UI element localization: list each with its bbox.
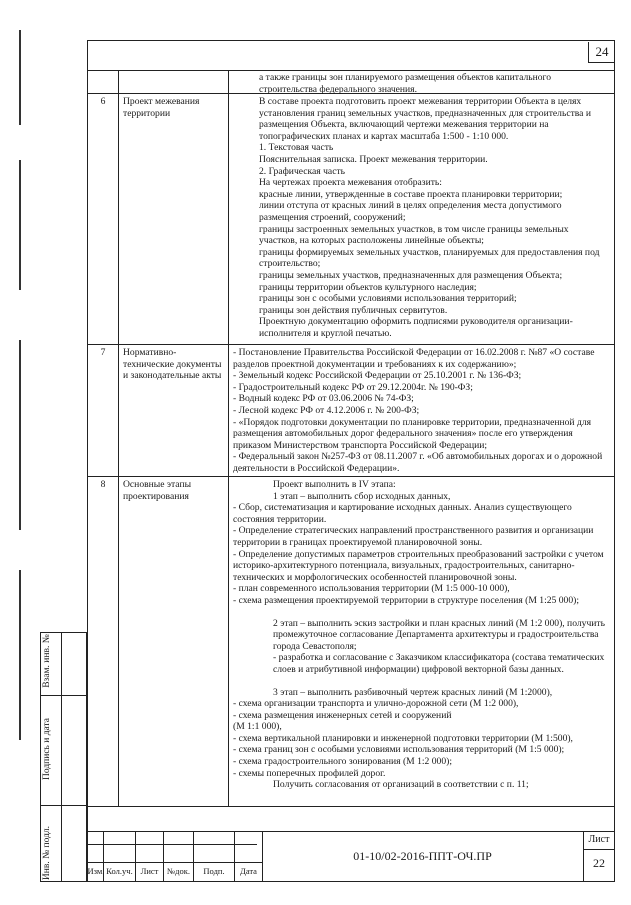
- row7-line: - Федеральный закон №257-ФЗ от 08.11.2007 г. «Об автомобильных дорогах и о дорожной деятельности в Российской Федерации».: [233, 451, 603, 474]
- inv-podl-label: Инв. № подл.: [42, 825, 52, 881]
- doc-code: 01-10/02-2016-ППТ-ОЧ.ПР: [353, 849, 492, 863]
- row8-line: Получить согласования от организаций в соответствии с п. 11;: [273, 779, 529, 791]
- row6-line: 2. Графическая часть: [259, 165, 346, 177]
- row8-gap: [233, 676, 605, 687]
- row6-line: В составе проекта подготовить проект межевания территории Объекта в целях установления границ земельных участков, предназначенных для строительства и размещения Объекта, включающий чертежи межевания территории на топографических планах и картах масштаба 1:500 - 1:10 000.: [259, 96, 591, 142]
- row6-line: линии отступа от красных линий в целях определения места допустимого размещения строений, сооружений;: [259, 200, 562, 223]
- stamp-col-list: Лист: [140, 866, 159, 876]
- vzam-inv-label: Взам. инв. №: [42, 634, 52, 688]
- row6-line: красные линии, утвержденные в составе проекта планировки территории;: [259, 188, 563, 200]
- row7-line: - Водный кодекс РФ от 03.06.2006 № 74-ФЗ;: [233, 393, 414, 405]
- stamp-col-izm: Изм.: [87, 866, 105, 876]
- row6-line: границы территории объектов культурного наследия;: [259, 281, 477, 293]
- row-title: Основные этапы проектирования: [123, 479, 192, 502]
- binding-mark-4: [19, 570, 21, 740]
- row6-line: границы земельных участков, предназначенных для размещения Объекта;: [259, 269, 563, 281]
- row8-line: - схема размещения проектируемой территории в структуре поселения (М 1:25 000);: [233, 594, 580, 606]
- row7-line: - Земельный кодекс Российской Федерации от 25.10.2001 г. № 136-ФЗ;: [233, 370, 522, 382]
- row8-line: - схема градостроительного зонирования (М 1:2 000);: [233, 756, 453, 768]
- table-row: [233, 347, 605, 475]
- row6-line: На чертежах проекта межевания отобразить:: [259, 177, 442, 189]
- row8-line: - схемы поперечных профилей дорог.: [233, 767, 386, 779]
- row8-gap: [233, 607, 605, 618]
- row8-line: - план современного использования территории (М 1:5 000-10 000),: [233, 583, 510, 595]
- row8-line: - Сбор, систематизация и картирование исходных данных. Анализ существующего состояния территории.: [233, 502, 572, 525]
- stamp-col-podp: Подп.: [203, 866, 225, 876]
- table-row: [233, 479, 605, 791]
- page-number-box: [588, 42, 615, 63]
- row7-line: - Постановление Правительства Российской Федерации от 16.02.2008 г. №87 «О составе разделов проектной документации и требованиях к их содержанию»;: [233, 347, 595, 370]
- row7-line: - «Порядок подготовки документации по планировке территории, предназначенной для размещения автомобильных дорог федерального значения» после его утверждения приказом Министерством транспорта Российской Федерации;: [233, 416, 592, 451]
- row8-line: - схема организации транспорта и улично-дорожной сети (М 1:2 000),: [233, 698, 519, 710]
- row7-line: - Лесной кодекс РФ от 4.12.2006 г. № 200-ФЗ;: [233, 404, 420, 416]
- binding-mark-1: [19, 30, 21, 125]
- row8-line: - разработка и согласование с Заказчиком классификатора (состава тематических слоев и атрибутивной информации) цифровой векторной базы данных.: [273, 652, 605, 675]
- row8-line: 2 этап – выполнить эскиз застройки и план красных линий (М 1:2 000), получить промежуточное согласование Департамента архитектуры и градостроительства города Севастополя;: [273, 617, 605, 652]
- row6-line: границы формируемых земельных участков, планируемых для предоставления под строительство;: [259, 246, 600, 270]
- stamp-col-kol: Кол.уч.: [106, 866, 133, 876]
- row-number: 7: [100, 347, 106, 358]
- row6-line: 1. Текстовая часть: [259, 142, 334, 154]
- row-title: Проект межевания территории: [123, 96, 200, 119]
- row8-line: Проект выполнить в IV этапа:: [273, 479, 396, 490]
- sheet-label: Лист: [588, 834, 610, 845]
- row-number: 8: [100, 479, 106, 490]
- row8-line: (М 1:1 000),: [233, 721, 282, 733]
- row-number: 6: [100, 96, 106, 107]
- binding-mark-3: [19, 340, 21, 530]
- page-number: 24: [595, 44, 609, 59]
- row6-line: границы зон с особыми условиями использования территорий;: [259, 293, 517, 305]
- row0-line: а также границы зон планируемого размещения объектов капитального строительства федерального значения.: [259, 72, 552, 95]
- podpis-data-label: Подпись и дата: [42, 718, 52, 781]
- table-row: [233, 96, 605, 339]
- row8-line: - схема вертикальной планировки и инженерной подготовки территории (М 1:500),: [233, 732, 573, 744]
- row-title: Нормативно-технические документы и законодательные акты: [123, 347, 222, 382]
- row7-line: - Градостроительный кодекс РФ от 29.12.2004г. № 190-ФЗ;: [233, 381, 473, 393]
- table-row: [233, 72, 603, 95]
- row8-line: 1 этап – выполнить сбор исходных данных,: [273, 490, 451, 502]
- binding-mark-2: [19, 160, 21, 290]
- row6-line: Пояснительная записка. Проект межевания территории.: [259, 153, 488, 165]
- stamp-col-ndok: №док.: [167, 866, 190, 876]
- row8-line: - Определение допустимых параметров строительных преобразований застройки с учетом историко-архитектурного потенциала, визуальных, градостроительных, санитарно-технических и морфологических особенностей планировочной зоны.: [233, 548, 604, 583]
- row6-line: границы застроенных земельных участков, в том числе границы земельных участков, на которых расположены линейные объекты;: [259, 223, 569, 247]
- row8-line: - Определение стратегических направлений пространственного развития и организации территории в границах проектируемой планировочной зоны.: [233, 525, 594, 548]
- row8-line: - схема размещения инженерных сетей и сооружений: [233, 709, 452, 721]
- row6-line: границы зон действия публичных сервитутов.: [259, 304, 448, 316]
- stamp-col-data: Дата: [240, 866, 257, 876]
- row6-line: Проектную документацию оформить подписями руководителя организации-исполнителя и круглой печатью.: [259, 316, 573, 339]
- row8-line: 3 этап – выполнить разбивочный чертеж красных линий (М 1:2000),: [273, 686, 553, 698]
- row8-line: - схема границ зон с особыми условиями использования территорий (М 1:5 000);: [233, 744, 565, 756]
- sheet-number: 22: [593, 856, 605, 870]
